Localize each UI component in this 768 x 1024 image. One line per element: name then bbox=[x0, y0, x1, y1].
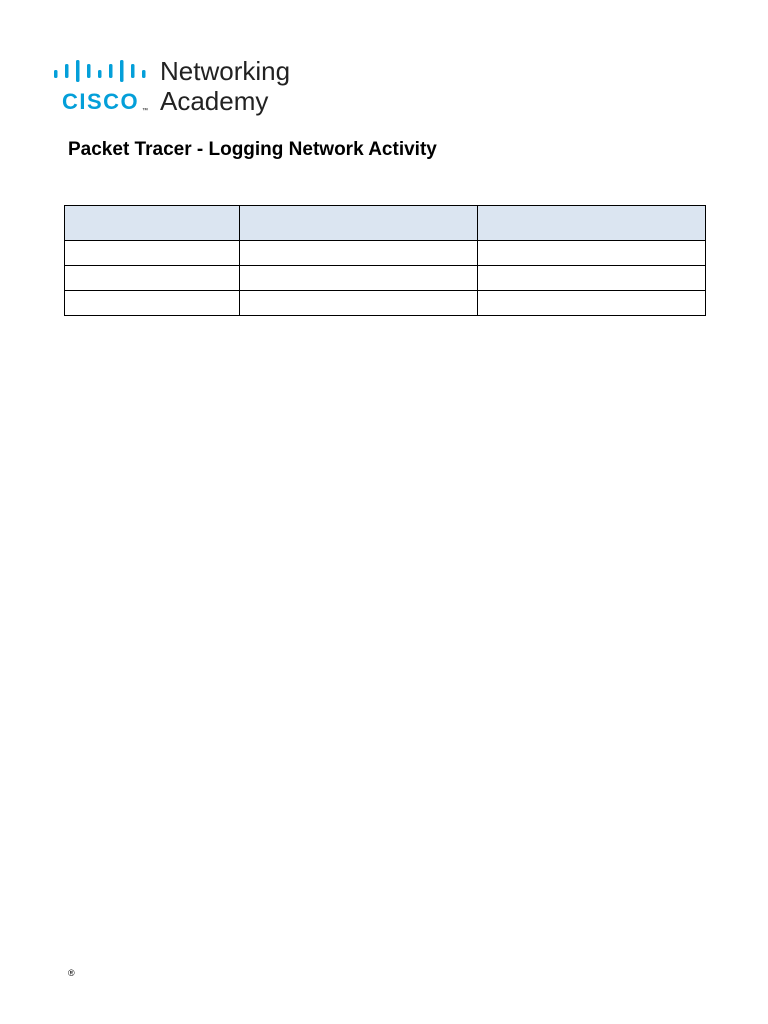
cisco-networking-academy-logo bbox=[54, 56, 314, 120]
table-cell bbox=[240, 291, 478, 316]
addressing-table bbox=[64, 205, 706, 316]
table-cell bbox=[65, 266, 240, 291]
document-title: Packet Tracer - Logging Network Activity bbox=[68, 139, 437, 160]
cisco-wordmark: CISCO bbox=[62, 89, 140, 114]
copyright-symbol: ® bbox=[68, 968, 75, 978]
table-cell bbox=[478, 266, 706, 291]
table-row bbox=[65, 241, 706, 266]
cisco-bars-icon bbox=[54, 60, 150, 82]
table-cell bbox=[65, 241, 240, 266]
table-header-row bbox=[65, 206, 706, 241]
table-cell bbox=[240, 266, 478, 291]
table-row bbox=[65, 266, 706, 291]
table-cell bbox=[240, 241, 478, 266]
table-header-cell bbox=[240, 206, 478, 241]
table-header-cell bbox=[478, 206, 706, 241]
table-cell bbox=[65, 291, 240, 316]
trademark-symbol: ™ bbox=[142, 108, 148, 114]
table-header-cell bbox=[65, 206, 240, 241]
table-row bbox=[65, 291, 706, 316]
table-cell bbox=[478, 241, 706, 266]
cisco-logo bbox=[54, 60, 150, 120]
networking-academy-text bbox=[160, 56, 290, 116]
logo-line-academy: Academy bbox=[160, 86, 269, 116]
table-cell bbox=[478, 291, 706, 316]
logo-line-networking: Networking bbox=[160, 56, 291, 86]
